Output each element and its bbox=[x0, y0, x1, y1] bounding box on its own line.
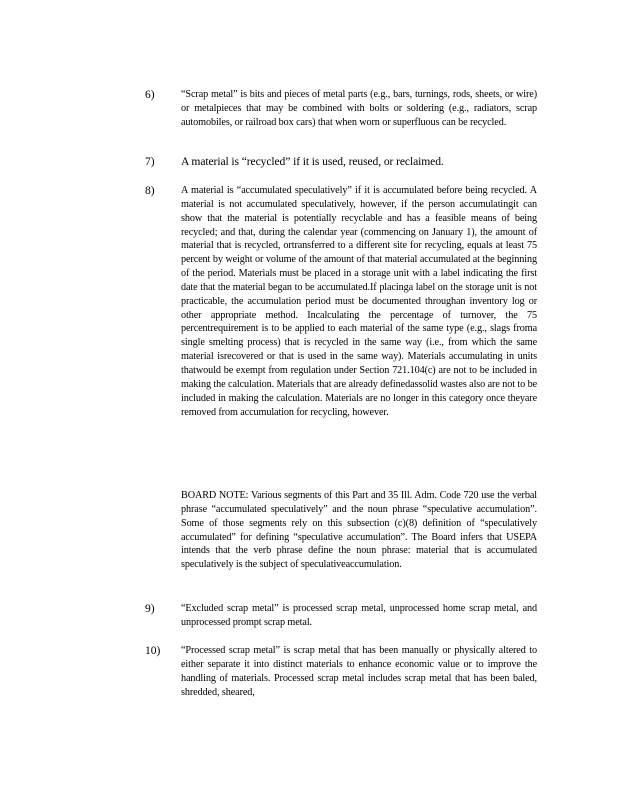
item-number: 9) bbox=[145, 603, 155, 615]
item-text: A material is “accumulated speculatively” if it is accumulated before being recycled. A material is not accumulated speculatively, however, if the person accumulatingit can show that the material is potentially recyclable and has a feasible means of being recycled; and that, during the calendar year (commencing on January 1), the amount of material that is recycled, ortransferred to a different site for recycling, equals at least 75 percent by weight or volume of the amount of that material accumulated at the beginning of the period. Materials must be placed in a storage unit with a label indicating the first date that the material began to be accumulated.If placinga label on the storage unit is not practicable, the accumulation period must be documented throughan inventory log or other appropriate method. Incalculating the percentage of turnover, the 75 percentrequirement is to be applied to each material of the same type (e.g., slags froma single smelting process) that is recycled in the same way (i.e., from which the same material isrecovered or that is used in the same way). Materials accumulating in units thatwould be exempt from regulation under Section 721.104(c) are not to be included in making the calculation. Materials that are already definedassolid wastes also are not to be included in making the calculation. Materials are no longer in this category once theyare removed from accumulation for recycling, however. bbox=[181, 185, 537, 418]
item-number: 6) bbox=[145, 89, 155, 101]
item-number: 8) bbox=[145, 185, 155, 197]
item-text: A material is “recycled” if it is used, reused, or reclaimed. bbox=[181, 155, 444, 168]
item-text: “Scrap metal” is bits and pieces of metal parts (e.g., bars, turnings, rods, sheets, or wire) or metalpieces that may be combined with bolts or soldering (e.g., radiators, scrap automobiles, or railroad box cars) that when worn or superfluous can be recycled. bbox=[181, 89, 537, 128]
item-number: 10) bbox=[145, 645, 161, 657]
board-note: BOARD NOTE: Various segments of this Part and 35 Ill. Adm. Code 720 use the verbal phrase “accumulated speculatively” and the noun phrase “speculative accumulation”. Some of those segments rely on this subsection (c)(8) definition of “speculatively accumulated” for defining “speculative accumulation”. The Board infers that USEPA intends that the verb phrase define the noun phrase: material that is accumulated speculatively is the subject of speculativeaccumulation. bbox=[181, 490, 537, 571]
item-text: “Processed scrap metal” is scrap metal that has been manually or physically altered to either separate it into distinct materials to enhance economic value or to improve the handling of materials. Processed scrap metal includes scrap metal that has been baled, shredded, sheared, bbox=[181, 645, 537, 698]
item-number: 7) bbox=[145, 156, 155, 168]
item-text: “Excluded scrap metal” is processed scrap metal, unprocessed home scrap metal, and unprocessed prompt scrap metal. bbox=[181, 603, 537, 628]
